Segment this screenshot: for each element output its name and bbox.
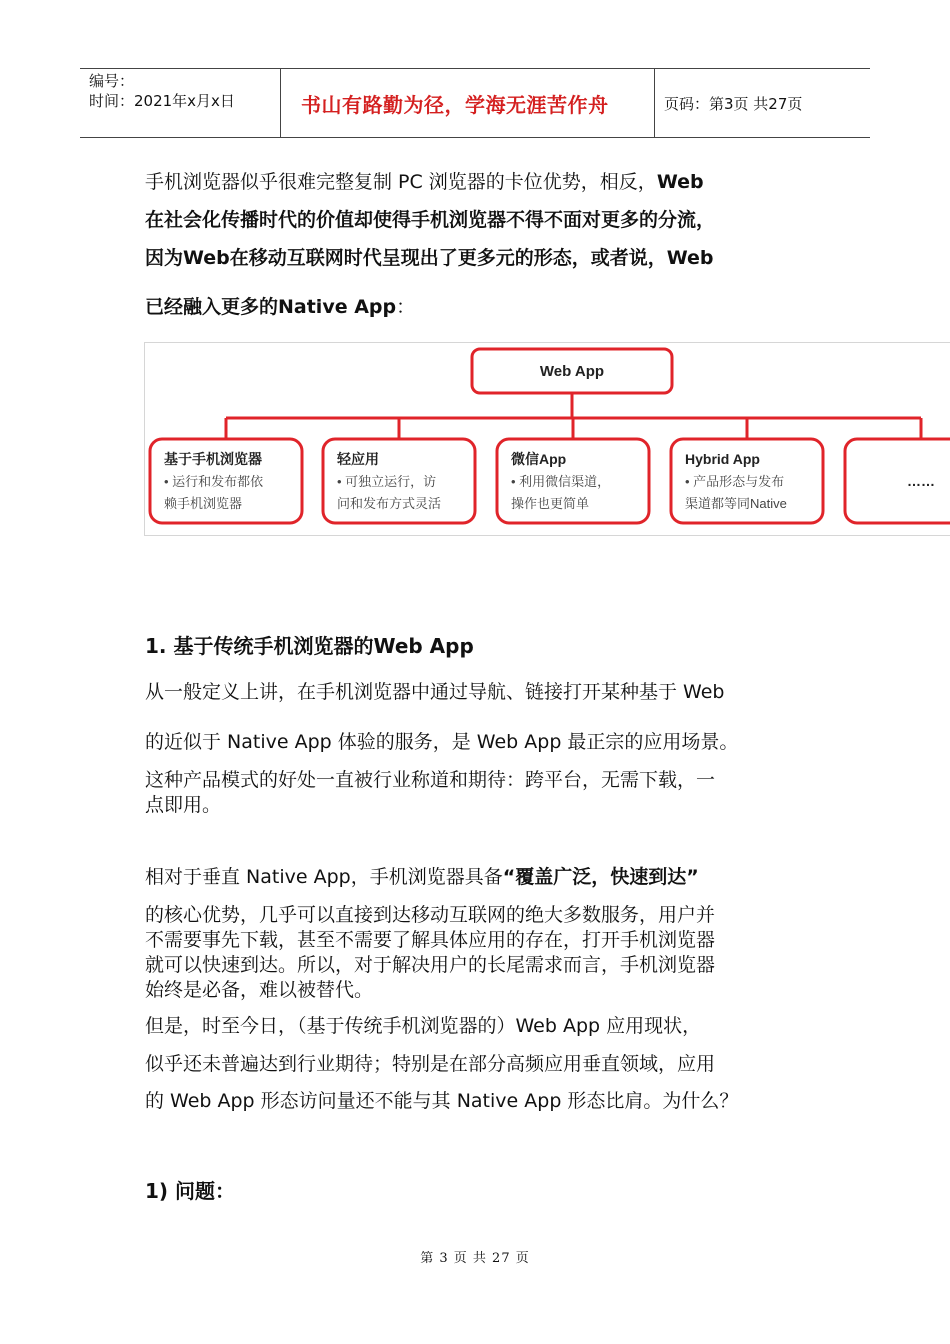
intro-line-2: 在社会化传播时代的价值却使得手机浏览器不得不面对更多的分流，: [145, 209, 716, 231]
s1-p3-line-1: 但是，时至今日，（基于传统手机浏览器的）Web App 应用现状，: [145, 1015, 702, 1037]
diagram-node-title: Hybrid App: [685, 451, 760, 467]
diagram-node: [671, 439, 823, 523]
intro-line-3: 因为Web在移动互联网时代呈现出了更多元的形态，或者说，Web: [145, 247, 714, 269]
s1-p2-line-4: 就可以快速到达。所以，对于解决用户的长尾需求而言，手机浏览器: [145, 954, 716, 976]
web-app-diagram: [144, 342, 950, 536]
s1-p2-line-5: 始终是必备，难以被替代。: [145, 979, 374, 1001]
page-number-label: 页码：第3页 共27页: [664, 94, 803, 113]
diagram-children: [150, 439, 950, 523]
s1-p3-line-3: 的 Web App 形态访问量还不能与其 Native App 形态比肩。为什么？: [145, 1090, 739, 1112]
diagram-svg: [145, 343, 950, 535]
diagram-node-line: • 可独立运行，访: [337, 474, 437, 489]
s1-p1-line-1: 从一般定义上讲，在手机浏览器中通过导航、链接打开某种基于 Web: [145, 681, 725, 703]
s1-p2-line-3: 不需要事先下载，甚至不需要了解具体应用的存在，打开手机浏览器: [145, 929, 716, 951]
section-1-heading: 1. 基于传统手机浏览器的Web App: [145, 634, 474, 658]
motto-text: 书山有路勤为径，学海无涯苦作舟: [301, 92, 609, 117]
diagram-node: [323, 439, 475, 523]
diagram-node: [845, 439, 950, 523]
diagram-connectors: [226, 393, 921, 439]
diagram-node-title: 轻应用: [337, 451, 379, 467]
s1-p1-line-2: 的近似于 Native App 体验的服务，是 Web App 最正宗的应用场景。: [145, 731, 739, 753]
diagram-root-label: Web App: [539, 363, 605, 380]
diagram-node: [497, 439, 649, 523]
subsection-1-heading: 1) 问题：: [145, 1179, 236, 1203]
diagram-node-title: 基于手机浏览器: [164, 451, 262, 467]
s1-p2-line-1: 相对于垂直 Native App，手机浏览器具备“覆盖广泛，快速到达”: [145, 866, 699, 888]
s1-p3-line-2: 似乎还未普遍达到行业期待；特别是在部分高频应用垂直领域，应用: [145, 1053, 716, 1075]
diagram-node-line: • 运行和发布都依: [164, 474, 264, 489]
intro-line-4: 已经融入更多的Native App：: [145, 296, 416, 318]
s1-p1-line-4: 点即用。: [145, 794, 222, 816]
diagram-node-title: 微信App: [511, 451, 567, 467]
page-header: [80, 68, 870, 138]
page-footer: 第 3 页 共 27 页: [420, 1251, 530, 1266]
diagram-node-line: • 利用微信渠道，: [511, 474, 611, 489]
s1-p1-line-3: 这种产品模式的好处一直被行业称道和期待：跨平台，无需下载，一: [145, 769, 716, 791]
header-middle-cell: [281, 69, 655, 137]
time-label: 时间：2021年x月x日: [89, 92, 235, 110]
header-right-cell: [655, 69, 870, 137]
intro-line-1: 手机浏览器似乎很难完整复制 PC 浏览器的卡位优势，相反，Web: [145, 171, 704, 193]
intro-web-bold: Web: [656, 171, 704, 193]
diagram-root-node: [472, 349, 672, 393]
diagram-node-line: 问和发布方式灵活: [337, 496, 442, 511]
diagram-node-line: 渠道都等同Native: [685, 496, 787, 511]
number-label: 编号：: [89, 72, 135, 90]
diagram-node-line: 操作也更简单: [511, 496, 590, 511]
diagram-node-line: • 产品形态与发布: [685, 474, 785, 489]
diagram-node-line: 赖手机浏览器: [164, 496, 243, 511]
s1-p2-line-2: 的核心优势，几乎可以直接到达移动互联网的绝大多数服务，用户并: [145, 904, 716, 926]
header-left-cell: [80, 69, 281, 137]
diagram-node: [150, 439, 302, 523]
diagram-node-title: ……: [907, 473, 935, 489]
coverage-highlight: “覆盖广泛，快速到达”: [502, 866, 699, 888]
